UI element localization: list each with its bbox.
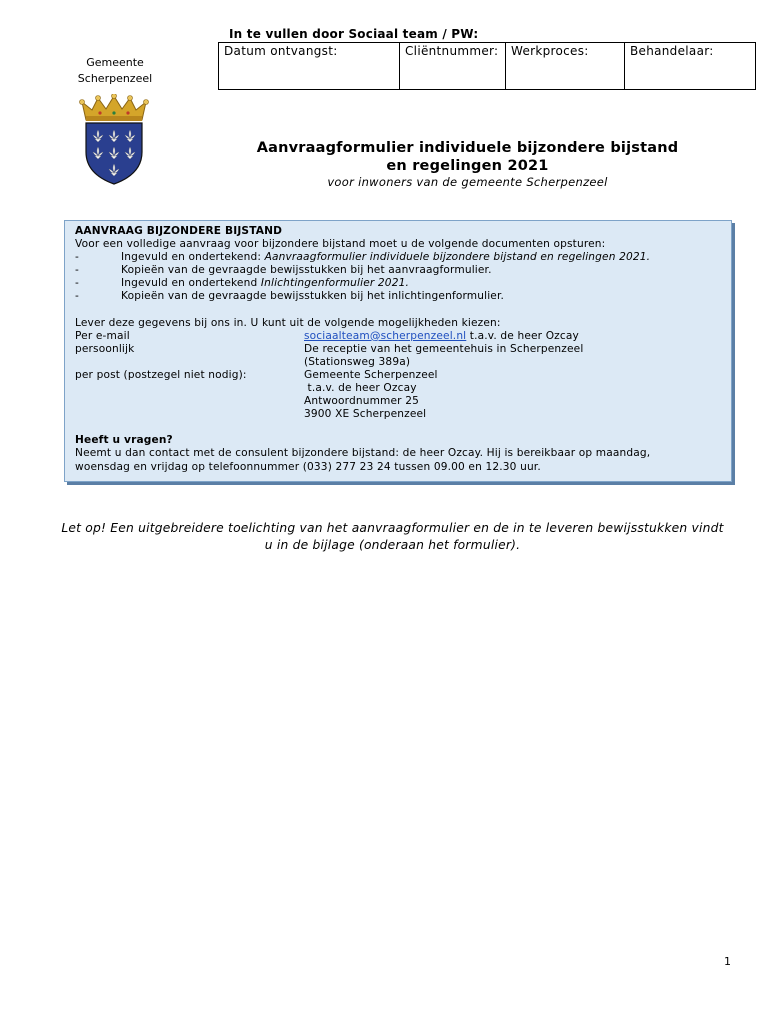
bullet-emphasis: Inlichtingenformulier 2021. <box>260 277 409 290</box>
admin-field-handler[interactable]: Behandelaar: <box>625 43 756 90</box>
delivery-post-row <box>75 382 731 395</box>
form-title-line2: en regelingen 2021 <box>386 158 549 174</box>
list-item <box>75 290 731 303</box>
form-subtitle: voor inwoners van de gemeente Scherpenzeel <box>327 175 608 189</box>
info-box <box>64 220 732 482</box>
delivery-email-row <box>75 330 731 343</box>
personal-line2: (Stationsweg 389a) <box>304 355 411 368</box>
personal-line1: De receptie van het gemeentehuis in Scherpenzeel <box>304 342 584 355</box>
admin-field-client-number[interactable]: Cliëntnummer: <box>400 43 506 90</box>
post-line: Antwoordnummer 25 <box>304 395 419 408</box>
email-label: Per e-mail <box>75 329 130 342</box>
bullet-text: Kopieën van de gevraagde bewijsstukken bij het aanvraagformulier. <box>121 264 492 277</box>
admin-heading: In te vullen door Sociaal team / PW: <box>229 27 479 41</box>
bullet-marker: - <box>75 264 79 277</box>
bullet-text: Ingevuld en ondertekend: <box>121 251 265 264</box>
delivery-post-row <box>75 408 731 421</box>
bullet-marker: - <box>75 277 79 290</box>
bullet-marker: - <box>75 251 79 264</box>
admin-table <box>218 42 756 90</box>
coat-of-arms-icon <box>78 94 150 186</box>
note-line2: u in de bijlage (onderaan het formulier). <box>264 538 521 552</box>
post-label: per post (postzegel niet nodig): <box>75 368 247 381</box>
bullet-text: Ingevuld en ondertekend <box>121 277 261 290</box>
personal-label: persoonlijk <box>75 342 135 355</box>
list-item <box>75 277 731 290</box>
form-title <box>240 139 695 175</box>
list-item <box>75 264 731 277</box>
delivery-personal-row <box>75 343 731 356</box>
questions-text-line2: woensdag en vrijdag op telefoonnummer (033) 277 23 24 tussen 09.00 en 12.30 uur. <box>75 460 541 473</box>
delivery-post-row <box>75 369 731 382</box>
list-item <box>75 251 731 264</box>
delivery-personal-row-2 <box>75 356 731 369</box>
municipality-name <box>72 55 158 87</box>
admin-field-date-received[interactable]: Datum ontvangst: <box>219 43 400 90</box>
admin-field-work-process[interactable]: Werkproces: <box>506 43 625 90</box>
page-number: 1 <box>724 955 731 968</box>
note <box>40 520 745 554</box>
email-suffix: t.a.v. de heer Ozcay <box>466 329 579 342</box>
post-line: 3900 XE Scherpenzeel <box>304 408 427 421</box>
post-line: t.a.v. de heer Ozcay <box>304 382 417 395</box>
delivery-intro: Lever deze gegevens bij ons in. U kunt uit de volgende mogelijkheden kiezen: <box>75 316 501 329</box>
bullet-emphasis: Aanvraagformulier individuele bijzondere bijstand en regelingen 2021. <box>264 251 651 264</box>
email-link[interactable]: sociaalteam@scherpenzeel.nl <box>304 329 467 342</box>
delivery-post-row <box>75 395 731 408</box>
note-line1: Let op! Een uitgebreidere toelichting van het aanvraagformulier en de in te leveren bewijsstukken vindt <box>61 521 724 535</box>
post-line: Gemeente Scherpenzeel <box>304 368 438 381</box>
bullet-text: Kopieën van de gevraagde bewijsstukken bij het inlichtingenformulier. <box>121 290 505 303</box>
municipality-name-line1: Gemeente <box>86 56 144 69</box>
questions-heading: Heeft u vragen? <box>75 434 173 447</box>
questions-text-line1: Neemt u dan contact met de consulent bijzondere bijstand: de heer Ozcay. Hij is bereikbaar op maandag, <box>75 447 651 460</box>
info-heading: AANVRAAG BIJZONDERE BIJSTAND <box>75 225 283 237</box>
form-title-line1: Aanvraagformulier individuele bijzondere bijstand <box>256 140 679 156</box>
bullet-marker: - <box>75 290 79 303</box>
info-intro: Voor een volledige aanvraag voor bijzondere bijstand moet u de volgende documenten opsturen: <box>75 238 606 251</box>
municipality-name-line2: Scherpenzeel <box>77 72 153 85</box>
